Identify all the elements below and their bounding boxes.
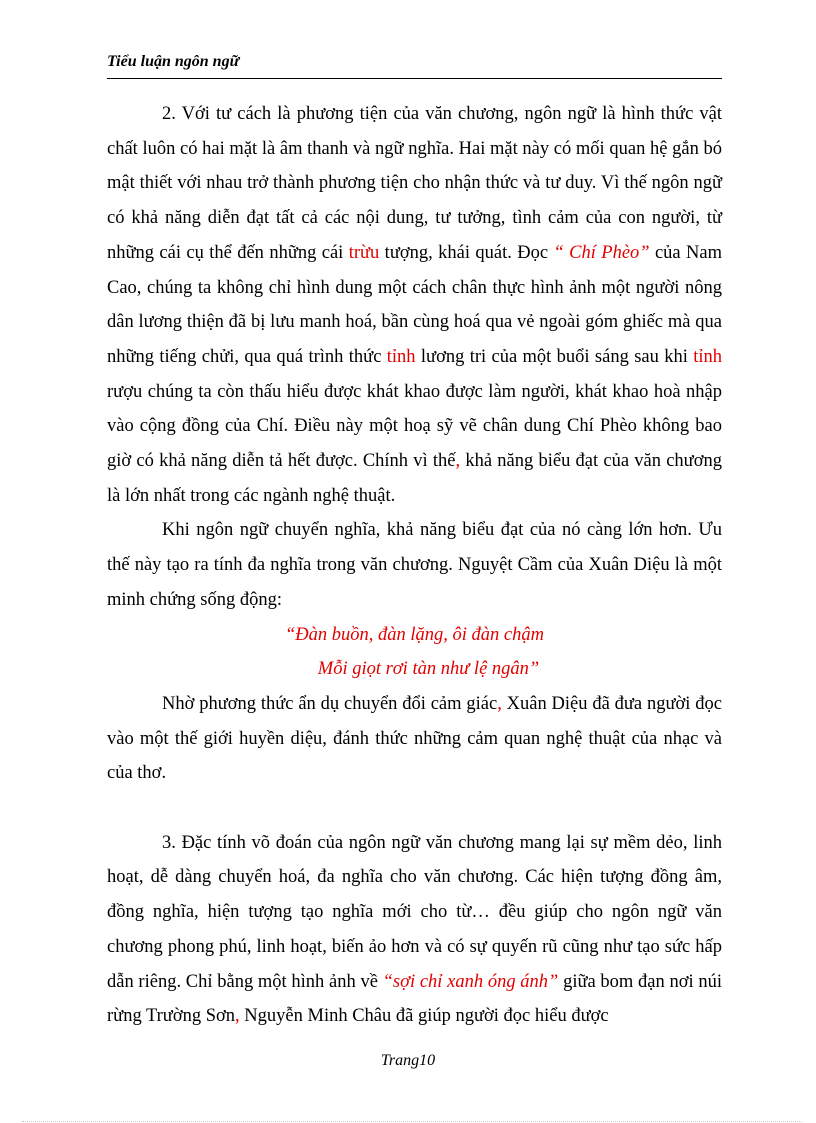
poem-line-2: Mỗi giọt rơi tàn như lệ ngân” (317, 659, 540, 680)
poem-quote (107, 618, 722, 687)
page-header (107, 50, 722, 79)
paragraph-3 (107, 826, 722, 1034)
paragraph-transfer-meaning: Khi ngôn ngữ chuyển nghĩa, khả năng biểu đạt của nó càng lớn hơn. Ưu thế này tạo ra tính đa nghĩa trong văn chương. Nguyệt Cầm của Xuân Diệu là một minh chứng sống động: (107, 520, 722, 610)
text-run: rượu chúng ta còn thấu hiểu được khát khao được làm người, khát khao hoà nhập vào cộng đồng của Chí. Điều này một hoạ sỹ vẽ chân dung Chí Phèo không bao giờ có khả năng diễn tả hết được. Chính vì thế (107, 381, 722, 472)
highlight-comma: , (235, 1006, 240, 1027)
page-footer (0, 1052, 816, 1070)
text-run: khả năng biểu đạt của văn chương là lớn nhất trong các ngành nghệ thuật. (107, 451, 722, 506)
quoted-image-phrase: “sợi chỉ xanh óng ánh” (382, 971, 559, 992)
text-run: Nhờ phương thức ẩn dụ chuyển đổi cảm giác (162, 693, 498, 714)
paragraph-metaphor (107, 687, 722, 791)
highlight-word: tỉnh (693, 346, 722, 367)
work-title-chi-pheo: “ Chí Phèo” (553, 242, 650, 263)
text-run: 3. Đặc tính võ đoán của ngôn ngữ văn chương mang lại sự mềm dẻo, linh hoạt, dễ dàng chuyển hoá, đa nghĩa cho văn chương. Các hiện tượng đồng âm, đồng nghĩa, hiện tượng tạo nghĩa mới cho từ… đều giúp cho ngôn ngữ văn chương phong phú, linh hoạt, biến ảo hơn và có sự quyến rũ cũng như tạo sức hấp dẫn riêng. Chỉ bằng một hình ảnh về (107, 832, 722, 992)
poem-line-1: “Đàn buồn, đàn lặng, ôi đàn chậm (285, 624, 544, 645)
text-run: Nguyễn Minh Châu đã giúp người đọc hiểu được (239, 1006, 609, 1027)
paragraph-2 (107, 97, 722, 513)
page-boundary-divider (22, 1121, 802, 1122)
text-run: 2. Với tư cách là phương tiện của văn chương, ngôn ngữ là hình thức vật chất luôn có hai mặt là âm thanh và ngữ nghĩa. Hai mặt này có mối quan hệ gắn bó mật thiết với nhau trở thành phương tiện cho nhận thức và tư duy. Vì thế ngôn ngữ có khả năng diễn đạt tất cả các nội dung, tư tưởng, tình cảm của con người, từ những cái cụ thể đến những cái (107, 104, 722, 263)
header-title: Tiểu luận ngôn ngữ (107, 53, 240, 70)
highlight-comma: , (455, 451, 461, 472)
text-run: lương tri của một buổi sáng sau khi (415, 346, 694, 367)
text-run: tượng, khái quát. Đọc (379, 242, 554, 263)
document-body (107, 97, 722, 1034)
highlight-comma: , (497, 693, 502, 714)
page-number: Trang10 (380, 1052, 436, 1069)
text-run: Xuân Diệu đã đưa người đọc vào một thế giới huyền diệu, đánh thức những cảm quan nghệ thuật của nhạc và của thơ. (107, 693, 722, 784)
highlight-word: trừu (348, 242, 380, 263)
text-run: giữa bom đạn nơi núi rừng Trường Sơn (107, 971, 722, 1027)
text-run: của Nam Cao, chúng ta không chỉ hình dung một cách chân thực hình ảnh một người nông dân lương thiện đã bị lưu manh hoá, bần cùng hoá qua vẻ ngoài góm ghiếc mà qua những tiếng chửi, qua quá trình thức (107, 242, 722, 367)
highlight-word: tỉnh (386, 346, 416, 367)
